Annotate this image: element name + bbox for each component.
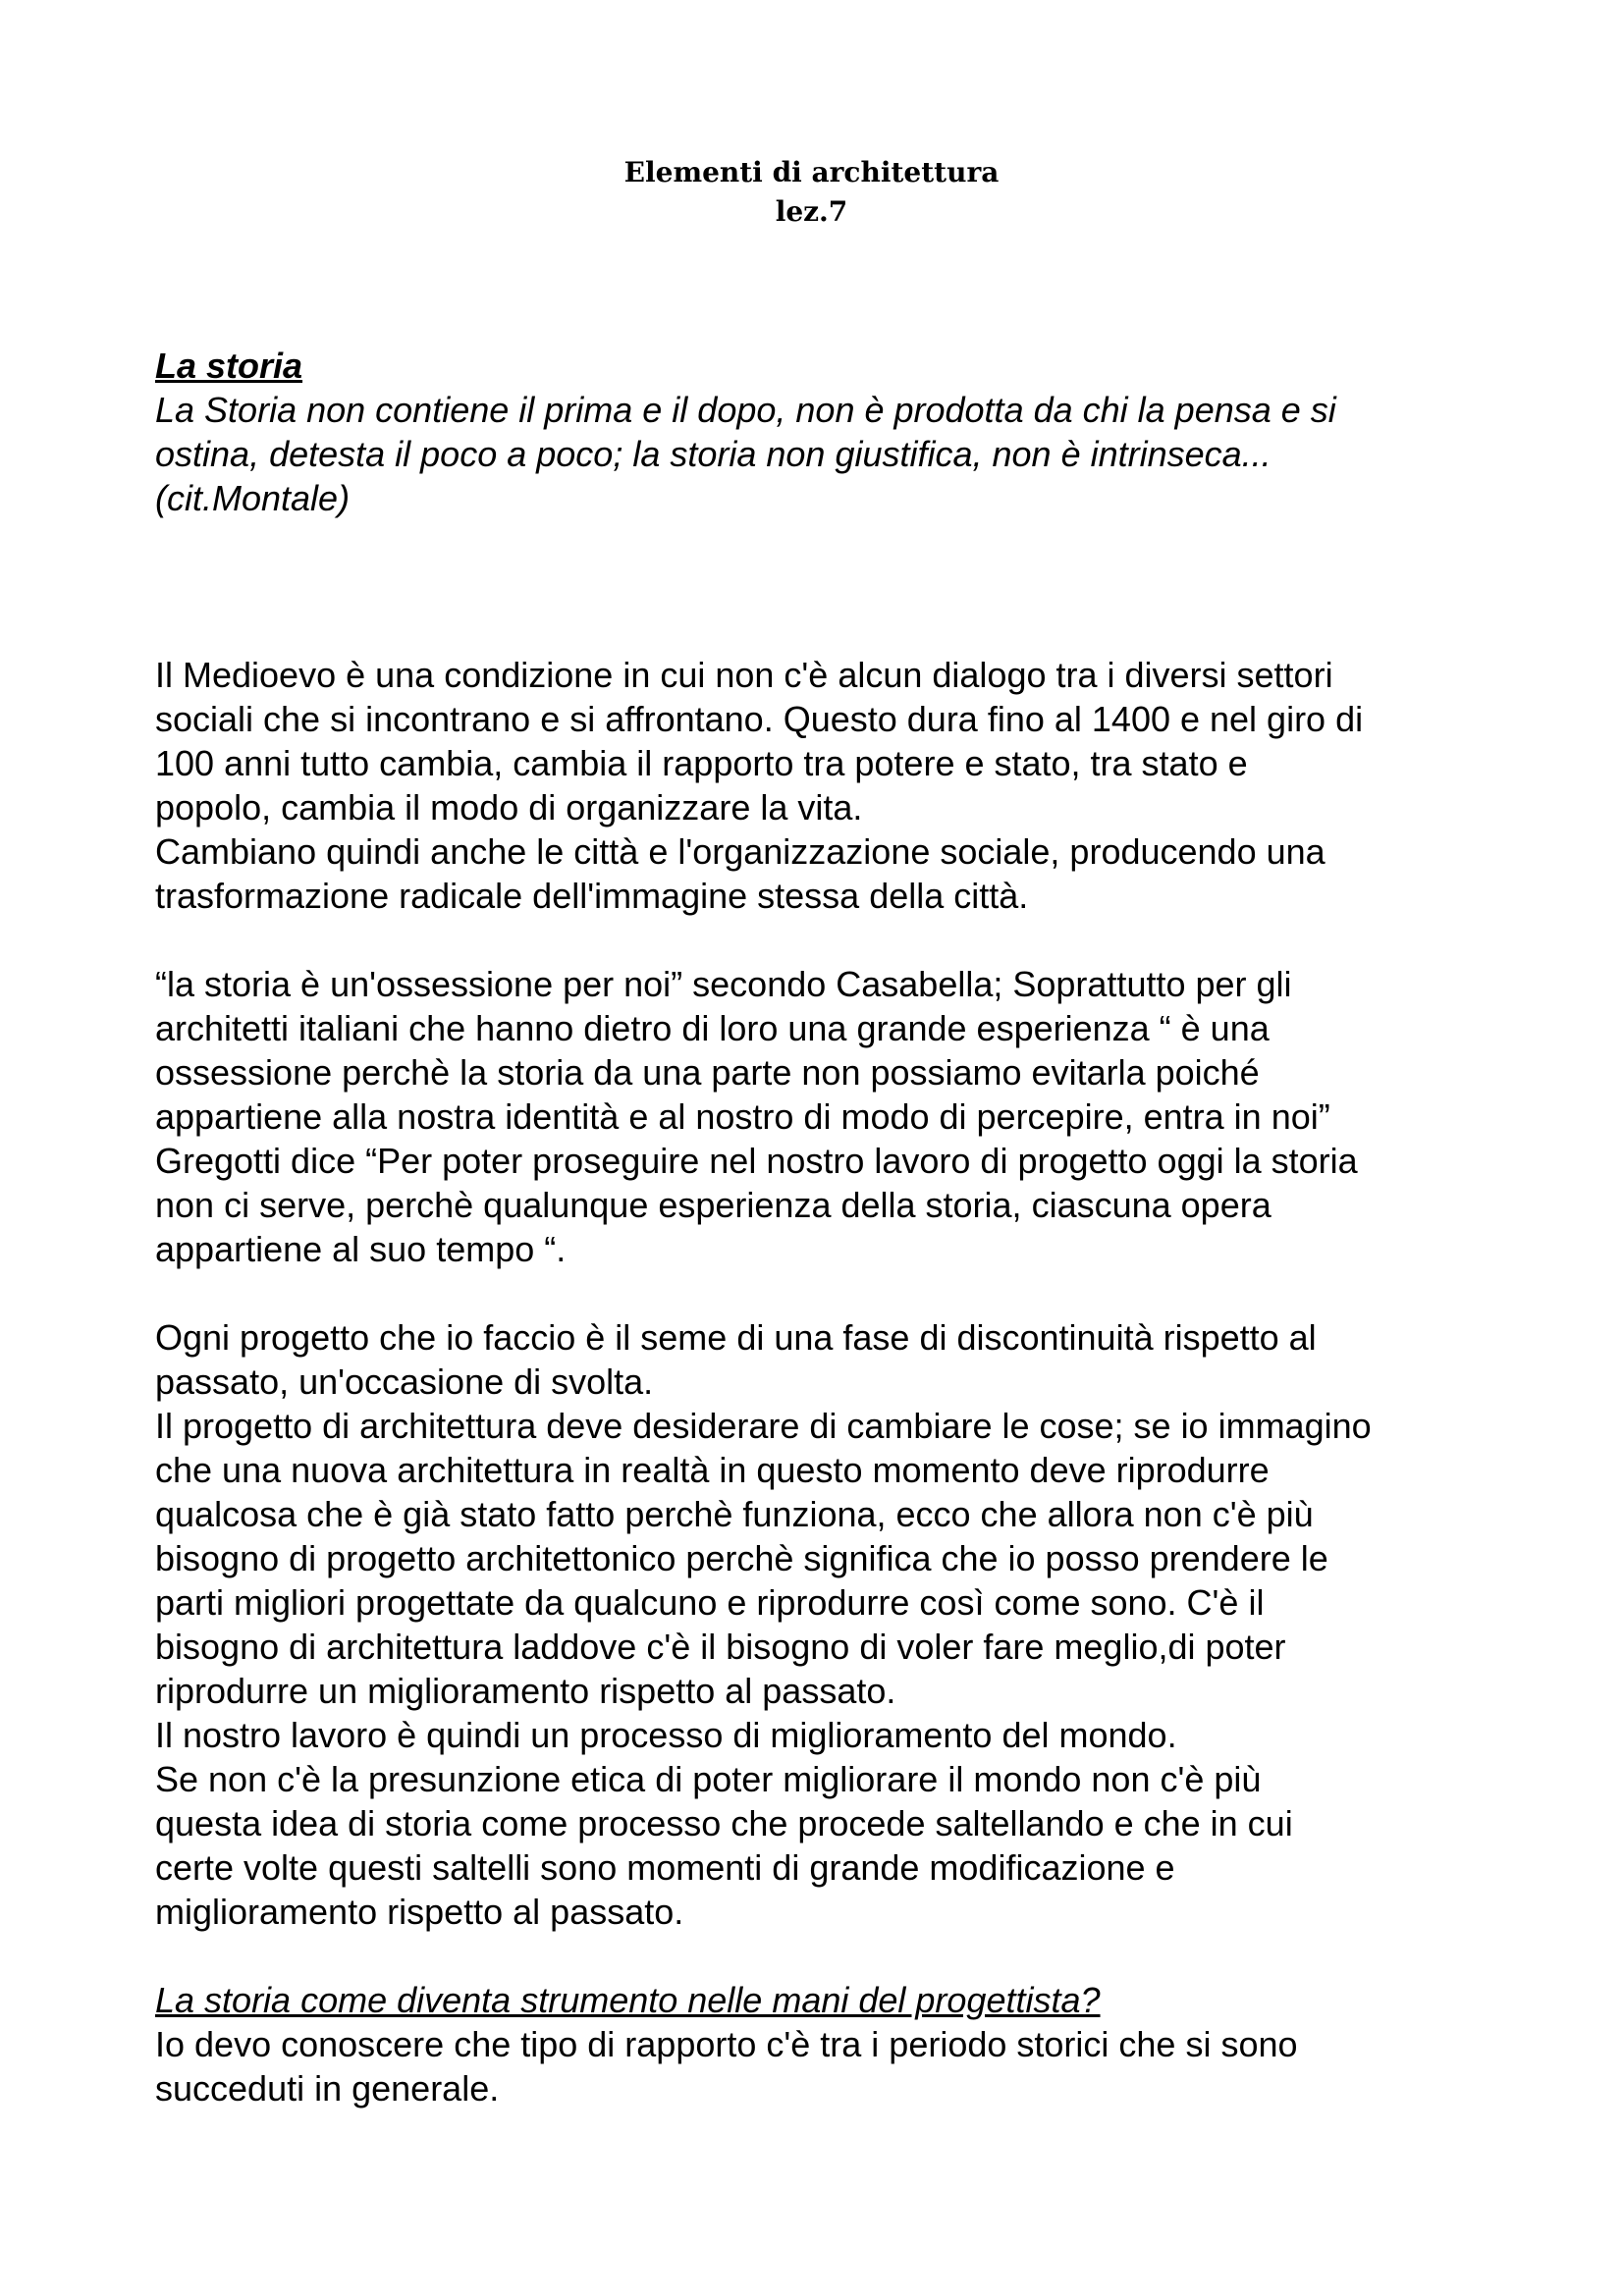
document-title: Elementi di architettura — [623, 156, 1000, 188]
quote-line: La Storia non contiene il prima e il dopo, non è prodotta da chi la pensa e si — [155, 390, 1336, 430]
paragraph-line: bisogno di architettura laddove c'è il bisogno di voler fare meglio,di poter — [155, 1627, 1286, 1667]
paragraph-line: bisogno di progetto architettonico perchè significa che io posso prendere le — [155, 1538, 1328, 1578]
paragraph-line: passato, un'occasione di svolta. — [155, 1362, 654, 1402]
paragraph-line: riprodurre un miglioramento rispetto al passato. — [155, 1671, 896, 1711]
quote-line: (cit.Montale) — [155, 478, 351, 518]
paragraph-line: 100 anni tutto cambia, cambia il rapporto tra potere e stato, tra stato e — [155, 743, 1248, 783]
paragraph-line: Il nostro lavoro è quindi un processo di miglioramento del mondo. — [155, 1715, 1177, 1755]
spacer — [155, 1271, 1530, 1315]
paragraph-line: Ogni progetto che io faccio è il seme di una fase di discontinuità rispetto al — [155, 1317, 1317, 1358]
paragraph-line: ossessione perchè la storia da una parte non possiamo evitarla poiché — [155, 1052, 1260, 1093]
paragraph-line: sociali che si incontrano e si affrontano. Questo dura fino al 1400 e nel giro di — [155, 699, 1364, 739]
paragraph-line: Cambiano quindi anche le città e l'organizzazione sociale, producendo una — [155, 831, 1325, 872]
paragraph-line: miglioramento rispetto al passato. — [155, 1892, 684, 1932]
paragraph-line: non ci serve, perchè qualunque esperienza della storia, ciascuna opera — [155, 1185, 1271, 1225]
spacer — [155, 1934, 1530, 1978]
paragraph-line: architetti italiani che hanno dietro di loro una grande esperienza “ è una — [155, 1008, 1270, 1048]
paragraph-line: che una nuova architettura in realtà in questo momento deve riprodurre — [155, 1450, 1270, 1490]
montale-quote — [155, 388, 1530, 520]
paragraph-line: Se non c'è la presunzione etica di poter migliorare il mondo non c'è più — [155, 1759, 1262, 1799]
quote-line: ostina, detesta il poco a poco; la storia non giustifica, non è intrinseca... — [155, 434, 1271, 474]
paragraph-line: appartiene al suo tempo “. — [155, 1229, 567, 1269]
paragraph-line: certe volte questi saltelli sono momenti di grande modificazione e — [155, 1847, 1175, 1888]
paragraph-rapporto — [155, 2022, 1530, 2110]
paragraph-line: Il progetto di architettura deve desiderare di cambiare le cose; se io immagino — [155, 1406, 1372, 1446]
paragraph-casabella — [155, 962, 1530, 1271]
document-header — [0, 153, 1623, 232]
paragraph-line: Io devo conoscere che tipo di rapporto c'è tra i periodo storici che si sono — [155, 2024, 1298, 2064]
paragraph-line: appartiene alla nostra identità e al nostro di modo di percepire, entra in noi” — [155, 1096, 1330, 1137]
paragraph-line: popolo, cambia il modo di organizzare la vita. — [155, 787, 863, 828]
paragraph-line: qualcosa che è già stato fatto perchè funziona, ecco che allora non c'è più — [155, 1494, 1314, 1534]
spacer — [155, 520, 1530, 653]
document-body — [155, 344, 1530, 2110]
paragraph-progetto — [155, 1315, 1530, 1934]
paragraph-medioevo — [155, 653, 1530, 918]
section-heading-strumento: La storia come diventa strumento nelle mani del progettista? — [155, 1980, 1101, 2020]
paragraph-line: Il Medioevo è una condizione in cui non c'è alcun dialogo tra i diversi settori — [155, 655, 1333, 695]
section-heading-la-storia: La storia — [155, 346, 303, 386]
paragraph-line: Gregotti dice “Per poter proseguire nel nostro lavoro di progetto oggi la storia — [155, 1141, 1358, 1181]
spacer — [155, 918, 1530, 962]
paragraph-line: “la storia è un'ossessione per noi” secondo Casabella; Soprattutto per gli — [155, 964, 1292, 1004]
paragraph-line: questa idea di storia come processo che procede saltellando e che in cui — [155, 1803, 1293, 1843]
paragraph-line: parti migliori progettate da qualcuno e riprodurre così come sono. C'è il — [155, 1582, 1265, 1623]
lesson-number: lez.7 — [775, 195, 848, 228]
paragraph-line: trasformazione radicale dell'immagine stessa della città. — [155, 876, 1029, 916]
paragraph-line: succeduti in generale. — [155, 2068, 500, 2109]
